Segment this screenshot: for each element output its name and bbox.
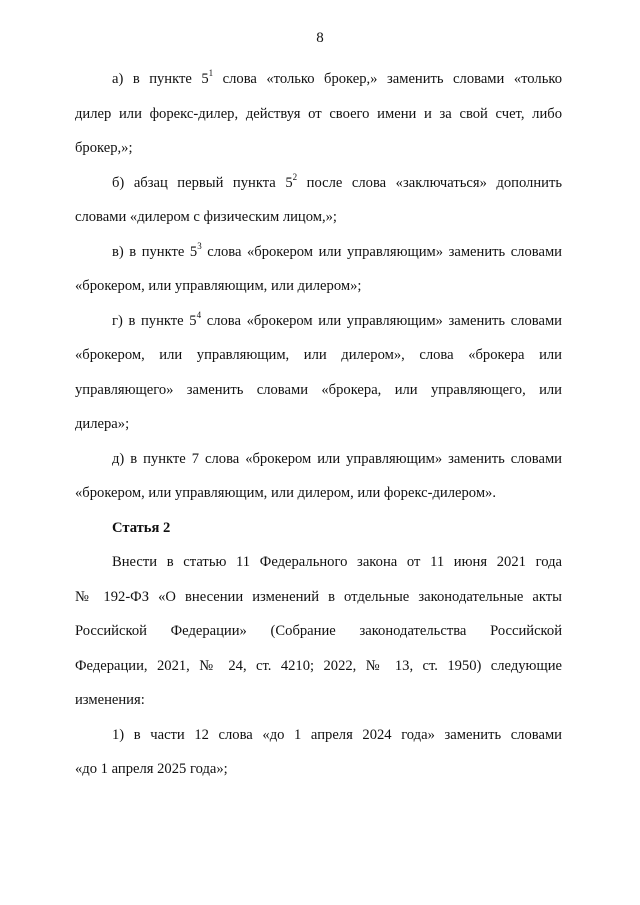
- superscript: 2: [292, 171, 298, 182]
- line: брокер,»;: [75, 140, 133, 156]
- superscript: 3: [197, 240, 202, 251]
- document-body: [75, 69, 562, 794]
- paragraph-item-g: [75, 311, 562, 449]
- line: а) в пункте $5^1$ слова «только брокер,» заменить словами «только: [112, 68, 562, 87]
- line: г) в пункте $5^4$ слова «брокером или управляющим» заменить словами: [112, 309, 562, 329]
- line: Федерации, 2021, № 24, ст. 4210; 2022, № 13, ст. 1950) следующие: [75, 657, 562, 674]
- line: словами «дилером с физическим лицом,»;: [75, 209, 337, 225]
- article-heading: Статья 2: [112, 519, 171, 536]
- paragraph-item-d: [75, 449, 562, 518]
- paragraph-item-a: [75, 69, 562, 173]
- superscript: 4: [196, 309, 202, 320]
- line: «брокером, или управляющим, или дилером»;: [75, 278, 362, 294]
- line: управляющего» заменить словами «брокера, или управляющего, или: [75, 381, 562, 398]
- paragraph-article2-item1: [75, 725, 562, 794]
- line: Внести в статью 11 Федерального закона от 11 июня 2021 года: [112, 554, 562, 570]
- line: в) в пункте $5^3$ слова «брокером или управляющим» заменить словами: [112, 240, 562, 260]
- superscript: 1: [208, 68, 214, 79]
- paragraph-article2-intro: [75, 552, 562, 725]
- line: дилер или форекс-дилер, действуя от своего имени и за свой счет, либо: [75, 105, 562, 122]
- line: д) в пункте 7 слова «брокером или управляющим» заменить словами: [112, 450, 562, 467]
- paragraph-item-v: [75, 242, 562, 311]
- line: дилера»;: [75, 416, 130, 432]
- paragraph-item-b: [75, 173, 562, 242]
- line: № 192-ФЗ «О внесении изменений в отдельные законодательные акты: [75, 588, 562, 605]
- page-number: 8: [316, 30, 324, 46]
- line: Российской Федерации» (Собрание законодательства Российской: [75, 623, 562, 639]
- line: «до 1 апреля 2025 года»;: [75, 761, 228, 777]
- line: изменения:: [75, 692, 145, 708]
- line: «брокером, или управляющим, или дилером», слова «брокера или: [75, 347, 562, 363]
- line: «брокером, или управляющим, или дилером, или форекс-дилером».: [75, 485, 497, 501]
- line: 1) в части 12 слова «до 1 апреля 2024 года» заменить словами: [112, 726, 562, 743]
- line: б) абзац первый пункта $5^2$ после слова «заключаться» дополнить: [112, 171, 562, 191]
